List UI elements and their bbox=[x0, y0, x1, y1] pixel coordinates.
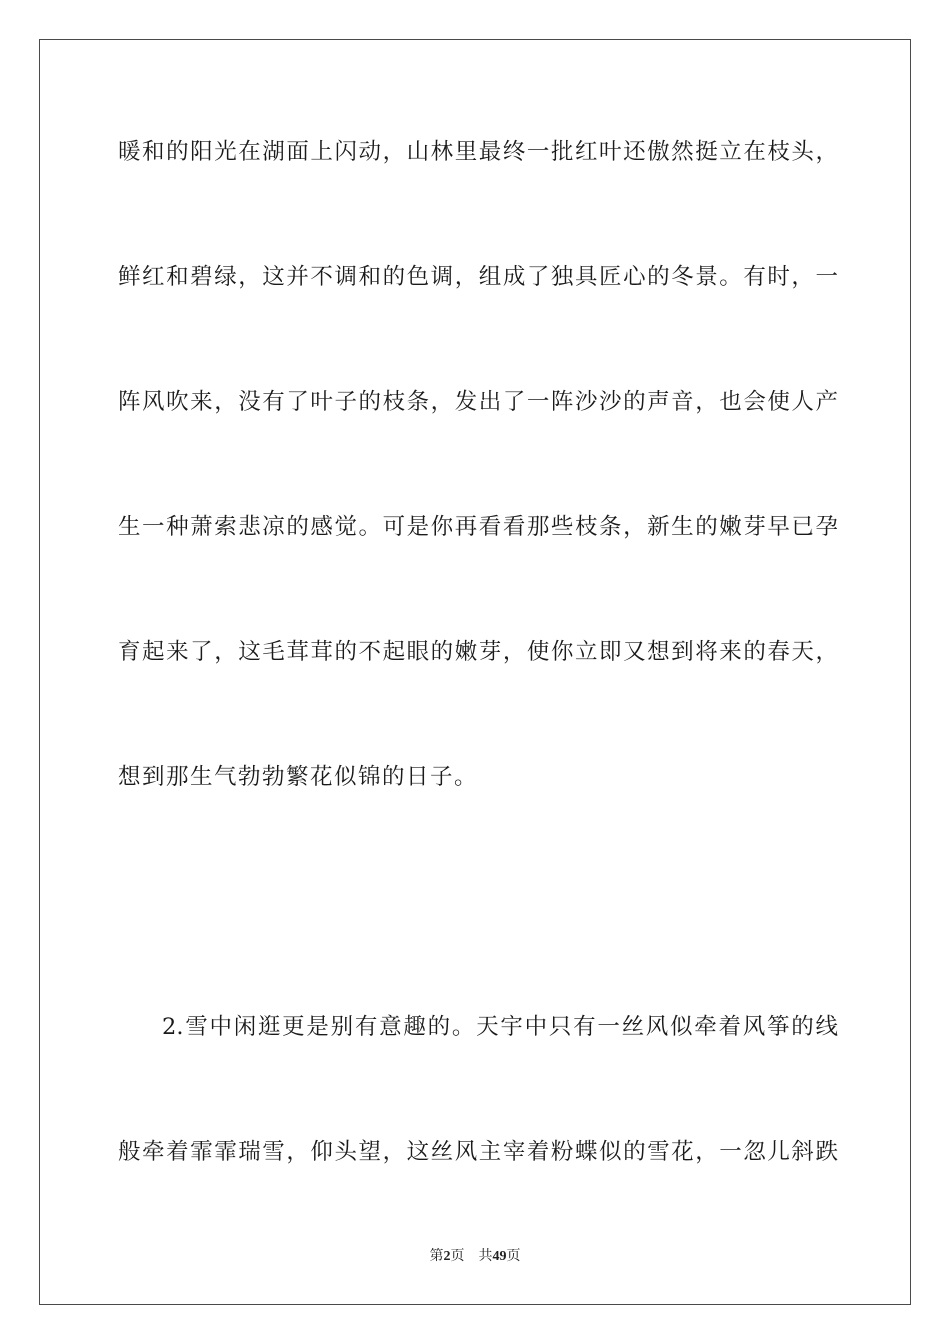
paragraph-1-line-2: 鲜红和碧绿，这并不调和的色调，组成了独具匠心的冬景。有时，一 bbox=[118, 264, 838, 290]
total-pages: 49 bbox=[492, 1249, 507, 1264]
total-prefix: 共 bbox=[478, 1248, 493, 1264]
paragraph-1-line-3: 阵风吹来，没有了叶子的枝条，发出了一阵沙沙的声音，也会使人产 bbox=[118, 389, 838, 415]
paragraph-1-line-1: 暖和的阳光在湖面上闪动，山林里最终一批红叶还傲然挺立在枝头， bbox=[118, 139, 838, 165]
paragraph-1-line-4: 生一种萧索悲凉的感觉。可是你再看看那些枝条，新生的嫩芽早已孕 bbox=[118, 514, 838, 540]
paragraph-2-line-2: 般牵着霏霏瑞雪，仰头望，这丝风主宰着粉蝶似的雪花，一忽儿斜跌 bbox=[118, 1139, 838, 1165]
paragraph-1-line-5: 育起来了，这毛茸茸的不起眼的嫩芽，使你立即又想到将来的春天， bbox=[118, 639, 838, 665]
page-footer bbox=[0, 1247, 950, 1266]
paragraph-2-line-1: 2.雪中闲逛更是别有意趣的。天宇中只有一丝风似牵着风筝的线 bbox=[162, 1014, 838, 1040]
paragraph-1-line-6: 想到那生气勃勃繁花似锦的日子。 bbox=[118, 764, 479, 790]
page-prefix: 第 bbox=[429, 1248, 444, 1264]
page-unit: 页 bbox=[450, 1248, 465, 1264]
page-number: 2 bbox=[443, 1249, 451, 1264]
page-border bbox=[39, 39, 911, 1305]
total-unit: 页 bbox=[506, 1248, 521, 1264]
